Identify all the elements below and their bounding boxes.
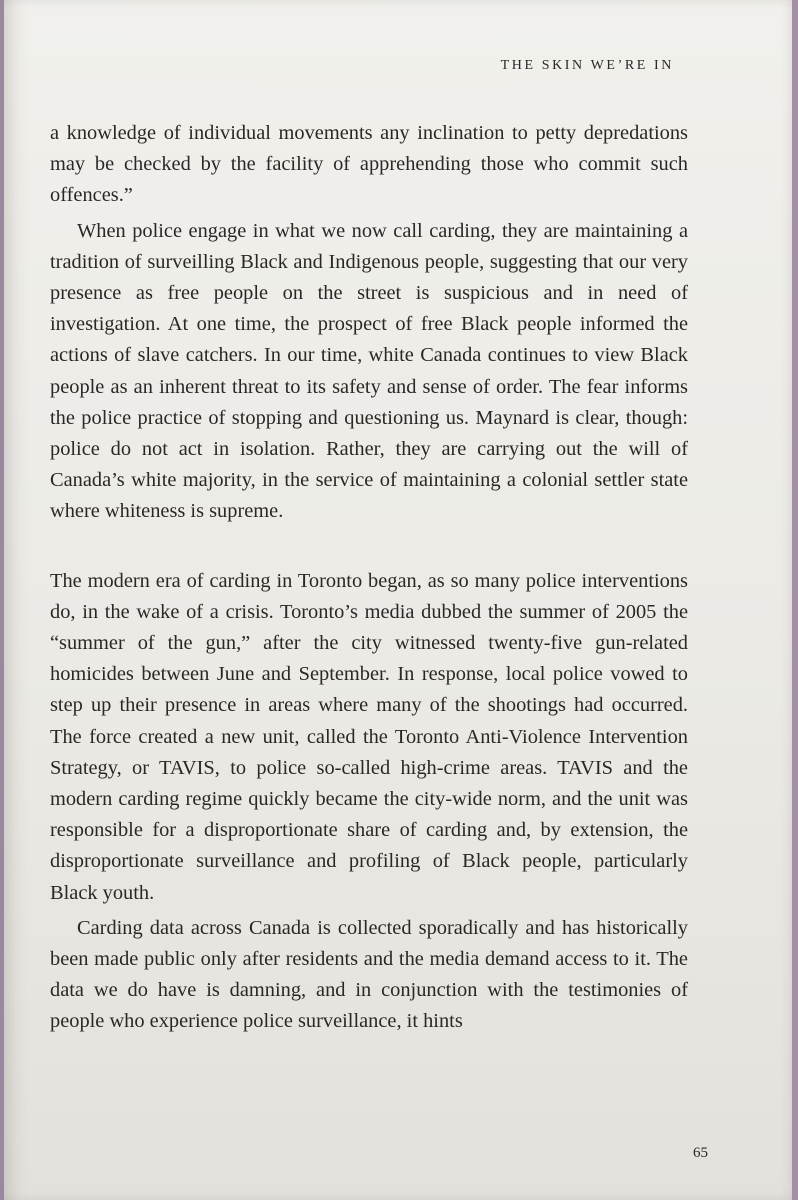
body-text — [50, 118, 688, 1038]
page-number: 65 — [693, 1145, 708, 1161]
book-page — [4, 0, 792, 1200]
paragraph-section-start: The modern era of carding in Toronto began, as so many police interventions do, in the wake of a crisis. Toronto’s media dubbed the summer of 2005 the “summer of the gun,” after the city witnessed twenty-five gun-related homicides between June and September. In response, local police vowed to step up their presence in areas where many of the shootings had occurred. The force created a new unit, called the Toronto Anti-Violence Intervention Strategy, or TAVIS, to police so-called high-crime areas. TAVIS and the modern carding regime quickly became the city-wide norm, and the unit was responsible for a disproportionate share of carding and, by extension, the disproportionate surveillance and profiling of Black people, particularly Black youth. — [50, 569, 688, 904]
running-head: THE SKIN WE’RE IN — [500, 58, 674, 73]
paragraph: Carding data across Canada is collected sporadically and has historically been made public only after residents and the media demand access to it. The data we do have is damning, and in conjunction with the testimonies of people who experience police surveillance, it hints — [50, 916, 688, 1033]
paragraph-continued: a knowledge of individual movements any inclination to petty depredations may be checked by the facility of apprehending those who commit such offences.” — [50, 122, 688, 207]
paragraph: When police engage in what we now call carding, they are maintaining a tradition of surveilling Black and Indigenous people, suggesting that our very presence as free people on the street is suspicious and in need of investigation. At one time, the prospect of free Black people informed the actions of slave catchers. In our time, white Canada continues to view Black people as an inherent threat to its safety and sense of order. The fear informs the police practice of stopping and questioning us. Maynard is clear, though: police do not act in isolation. Rather, they are carrying out the will of Canada’s white majority, in the service of maintaining a colonial settler state where whiteness is supreme. — [50, 219, 688, 523]
